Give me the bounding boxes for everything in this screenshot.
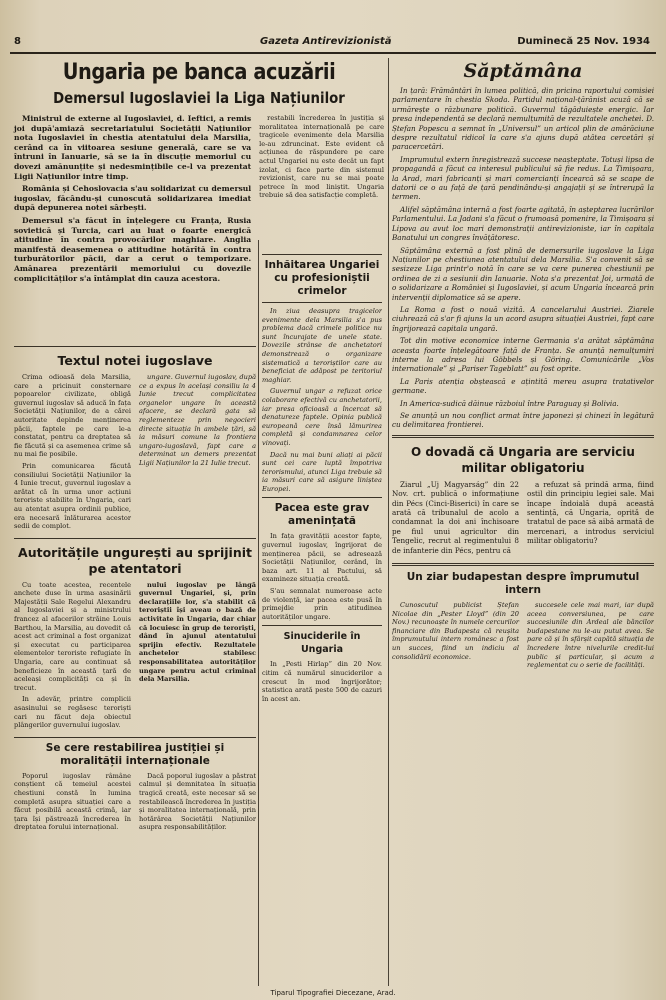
lead-paragraph: Ministrul de externe al Iugoslaviei, d. Ieftici, a remis joi după'amiază secretariatului Societății Națiunilor nota Iugoslaviei în chestia atentatului dela Marsilia, cerând ca în viitoarea sesiune generală, care se va întruni în Ianuarie, să se ia în discuție memoriul cu dovezi amănunțite și nedesmințibile ce-l va prezentat Ligii Națiunilor intre timp.	[14, 114, 252, 181]
autoritati-paragraph: nului iugoslav pe lângă guvernul Ungariei, și, prin declarațiile lor, s'a stabilit că teroriștii își aveau o bază de activitate în Ungaria, dar chiar că locuiesc în grup de teroriști, dând în ajunul atentatului sprijin efectiv. Rezultatele anchetelor stabilesc responsabilitatea autorităților ungare pentru actul criminal dela Marsilia.	[139, 580, 256, 684]
middle-column	[262, 250, 382, 985]
column-divider	[258, 240, 259, 986]
section-rule	[14, 737, 256, 738]
newspaper-name: Gazeta Antirevizionistă	[260, 36, 392, 47]
section-rule	[392, 563, 654, 566]
moralitate-paragraph: Poporul iugoslav râmâne conștient că temeiul acestei chestiuni constă în lumina completă asupra situației care a făcut posibilă această crimă, iar țara își păstrează încrederea în dreptatea forului internațional.	[14, 771, 131, 832]
dovada-paragraph: a refuzat să prindă arma, fiind ostil din principiu legiei sale. Mai încape îndoială după această sentință, că Ungaria, opritǎ de tratatul de pace să aibă armată de mercenari, a introdus serviciul militar obligatoriu?	[527, 479, 654, 546]
section-rule	[262, 302, 382, 303]
ziar-paragraph: Cunoscutul publicist Ștefan Nicolae din „Pester Lloyd” (din 20 Nov.) recunoaște în numele cercurilor financiare din Budapesta că reușita împrumutului intern românesc a fost un succes, fiind un indiciu al consolidării economice.	[392, 601, 520, 661]
lead-subheadline: Demersul Iugoslaviei la Liga Națiunilor	[53, 89, 345, 107]
pacea-paragraph: In fața gravității acestor fapte, guvernul iugoslav, îngrijorat de menținerea păcii, se adresează Societății Națiunilor, cerând, în baza art. 11 al Pactului, să examineze situația creată.	[262, 532, 382, 584]
nota-paragraph: Prin comunicarea făcută consiliului Societății Națiunilor la 4 Iunie trecut, guvernul iugoslav a arătat că în urma unor acțiuni teroriste stabilite în Ungaria, cari au atentat asupra ordinii publice, era necesară înlăturarea acestor sedii de complot.	[14, 461, 131, 531]
inhaitarea-paragraph: In ziua deasupra tragicelor evenimente dela Marsilia s'a pus problema dacă crimele politice nu sunt încurajate de unele state. Dovezile strânse de anchetatori demonstrează o organizare sistematică a teroriștilor care au beneficiat de adăpost pe teritoriul maghiar.	[262, 307, 382, 384]
autoritati-paragraph: Cu toate acestea, recentele anchete duse în urma asasinării Majestății Sale Regelui Alexandru al Iugoslaviei și a ministrului francez al afacerilor străine Louis Barthou, la Marsilia, au dovedit că acest act criminal a fost organizat și executat cu participarea elementelor teroriste refugiate în Ungaria, care au continuat să beneficieze în această țară de aceleași complicități ca și în trecut.	[14, 580, 131, 692]
saptamana-headline: Săptămâna	[463, 60, 583, 82]
inhaitarea-headline: Inhăitarea Ungariei cu profesioniștii crimelor	[264, 259, 380, 297]
pacea-headline: Pacea este grav amenințată	[274, 502, 370, 528]
lead-headline: Ungaria pe banca acuzării	[62, 60, 336, 85]
moralitate-headline: Se cere restabilirea justiției și moralității internaționale	[45, 741, 225, 767]
right-column	[392, 58, 654, 988]
issue-date: Duminecă 25 Nov. 1934	[517, 36, 650, 47]
section-rule	[262, 254, 382, 255]
printer-line: Tiparul Tipografiei Diecezane, Arad.	[270, 989, 396, 997]
saptamana-paragraph: Imprumutul extern înregistrează succese neașteptate. Totuși lipsa de propagandă a făcut ca interesul publicului să fie redus. La Timișoara, la Arad, mari fabricanți și mari comercianți încearcă să se scape de datorii ce o au față de țară pendinându-și angajații și se întrerupă la termen.	[392, 154, 654, 202]
section-rule	[392, 435, 654, 438]
inhaitarea-paragraph: Dacă nu mai buni aliați ai păcii sunt cei care luptă împotriva terorismului, atunci Liga trebuie să ia măsuri care să asigure liniștea Europei.	[262, 450, 382, 493]
sinuciderile-headline: Sinuciderile în Ungaria	[283, 631, 361, 656]
nota-paragraph: Crima odioasă dela Marsilia, care a pricinuit consternare popoarelor civilizate, obligă guvernul iugoslav să aducă în fața Societății Națiunilor, de a cărei autoritate depinde menținerea păcii, faptele pe care le-a constatat, pentru ca dreptatea să fie făcută și ca asemenea crime să nu mai fie posibile.	[14, 373, 131, 459]
nota-headline: Textul notei iugoslave	[57, 353, 213, 368]
saptamana-paragraph: La Paris atenția obștească e ațintită mereu asupra tratativelor germane.	[392, 376, 654, 396]
header-rule	[10, 52, 656, 54]
saptamana-paragraph: Alifel săptămâna internă a fost foarte agitată, în așteptarea lucrărilor Parlamentului. La Jadani s'a făcut o frumoasă pomenire, la Timișoara și Lipova au avut loc mari demonstrații antirevizioniste, iar în capitala Banatului un congres învățătoresc.	[392, 204, 654, 243]
moralitate-paragraph: Dacă poporul iugoslav a păstrat calmul și demnitatea în situația tragică creată, este necesar să se restabilească încrederea în justiția și moralitatea internațională, prin hotărârea Societății Națiunilor asupra responsabilităților.	[139, 771, 256, 832]
dovada-paragraph: Ziarul „Uj Magyarság” din 22 Nov. crt. publică o informațiune din Pécs (Cinci-Biserici) în care se arată că tribunalul de acolo a condamnat la doi ani închisoare pe fiul unui agricultor din Tengelic, recrut al regimentului 8 de infanterie din Pécs, pentru că	[392, 479, 519, 555]
section-rule	[262, 497, 382, 498]
left-column	[14, 342, 256, 835]
section-rule	[262, 625, 382, 626]
section-rule	[14, 538, 256, 539]
autoritati-headline: Autoritățile ungurești au sprijinit pe atentatori	[18, 544, 252, 576]
inhaitarea-paragraph: Guvernul ungar a refuzat orice colaborare efectivă cu anchetatorii, iar presa oficioasă a încercat să denatureze faptele. Opinia publică europeană cere însă lămurirea completă și condamnarea celor vinovați.	[262, 387, 382, 447]
dovada-headline: O dovadă că Ungaria are serviciu militar obligatoriu	[411, 444, 635, 475]
ziar-headline: Un ziar budapestan despre împrumutul intern	[406, 571, 640, 597]
lead-paragraph: România și Cehoslovacia s'au solidarizat cu demersul iugoslav, făcându-și cunoscută solidarizarea imediat după depunerea notei sârbești.	[14, 184, 252, 213]
page-number: 8	[14, 36, 21, 47]
saptamana-paragraph: Săptămâna externă a fost plină de demersurile iugoslave la Liga Națiunilor pe chestiunea atentatului dela Marsilia. S'a convenit să se sesizeze Liga printr'o notă în care se va cere punerea chestiunii pe ordinea de zi a sesiunii din Ianuarie. Nota s'a prezentat Joi, urmată de o solidarizare a României și Iugoslaviei, și acum Ungaria încearcă prin intervenții diplomatice să se apere.	[392, 245, 654, 302]
pacea-paragraph: S'au semnalat numeroase acte de violență, iar pacea este pusă în primejdie prin atitudinea autorităților ungare.	[262, 587, 382, 621]
sinuciderile-paragraph: In „Pesti Hirlap” din 20 Nov. citim că numărul sinuciderilor a crescut în mod îngrijorător; statistica arată peste 500 de cazuri în acest an.	[262, 660, 382, 703]
saptamana-paragraph: In America-sudică dăinue războiul între Paraguay și Bolivia.	[400, 398, 619, 408]
column-divider	[388, 58, 389, 986]
ziar-paragraph: succesele cele mai mari, iar după aceea conversiunea, pe care succesiunile din Ardeal ale băncilor budapestane nu le-au putut avea. Se pare că și în sfârșit capătă situația de încredere între nivelurile credit-lui public și particular, și acum a reglementat cu o serie de facilități.	[527, 601, 654, 670]
saptamana-paragraph: In țară: Frământări în lumea politică, din pricina raportului comisiei parlamentare în chestia Skoda. Partidul național-țărănist acuză că se urmărește o răzbunare politică. Guvernul tăgăduiește energic. Iar presa independentă se declară nemulțumită de rezultatele anchetei. D. Ștefan Popescu a semnat în „Universul” un articol plin de amărăciune despre rezultatul ridicol la care s'a ajuns după atâtea cercetări și paracercetări.	[392, 86, 654, 152]
saptamana-paragraph: Se anunță un nou conflict armat între japonezi și chinezi în legătură cu delimitarea frontierei.	[392, 411, 654, 430]
saptamana-paragraph: La Roma a fost o nouă vizită. A cancelarului Austriei. Ziarele ciuhrează că s'ar fi ajuns la un acord asupra situației Austriei, fapt care îngrijorează capitala ungară.	[392, 304, 654, 333]
lead-paragraph: Demersul s'a făcut în înțelegere cu Franța, Rusia sovietică și Turcia, cari au luat o foarte energică atitudine în contra provocărilor maghiare. Anglia manifestă deasemenea o atitudine hotărîtă în contra turburătorilor păcii, dar a cerut o temporizare. Amânarea prezentării memoriului cu dovezile complicităților s'a întâmplat din cauza acestora.	[14, 215, 252, 283]
section-rule	[14, 346, 256, 347]
saptamana-paragraph: Tot din motive economice interne Germania s'a arătat săptămâna aceasta foarte înțelegătoare față de Franța. Se anunță nemulțumiri interne la adresa lui Göbbels și Göring. Comunicările „Vos internationale” și „Pariser Tageblatt” au fost oprite.	[392, 336, 654, 374]
lead-continuation: restabili încrederea în justiția și moralitatea internațională pe care tragicele evenimente dela Marsilia le-au zdruncinat. Este evident că acțiunea de răspundere pe care actul Ungariei nu este decât un fapt izolat, ci face parte din sistemul revizionist, care nu se mai poate petrece în mod liniștit. Ungaria trebuie să dea satisfacție completă.	[259, 114, 384, 200]
nota-paragraph: ungare. Guvernul iugoslav, după ce a expus în același consiliu la 4 Iunie trecut complicitatea organelor ungare în această afacere, se declară gata să reglementeze prin negocieri directe situația în ambele țări, să ia măsuri comune la frontiera ungaro-iugoslavă, fapt care a determinat un demers prezentat Ligii Națiunilor la 21 Iulie trecut.	[139, 373, 256, 467]
autoritati-paragraph: In adevăr, printre complicii asasinului se regăsesc teroriști cari nu făcut deja obiectul plângerilor guvernului iugoslav.	[14, 695, 131, 730]
